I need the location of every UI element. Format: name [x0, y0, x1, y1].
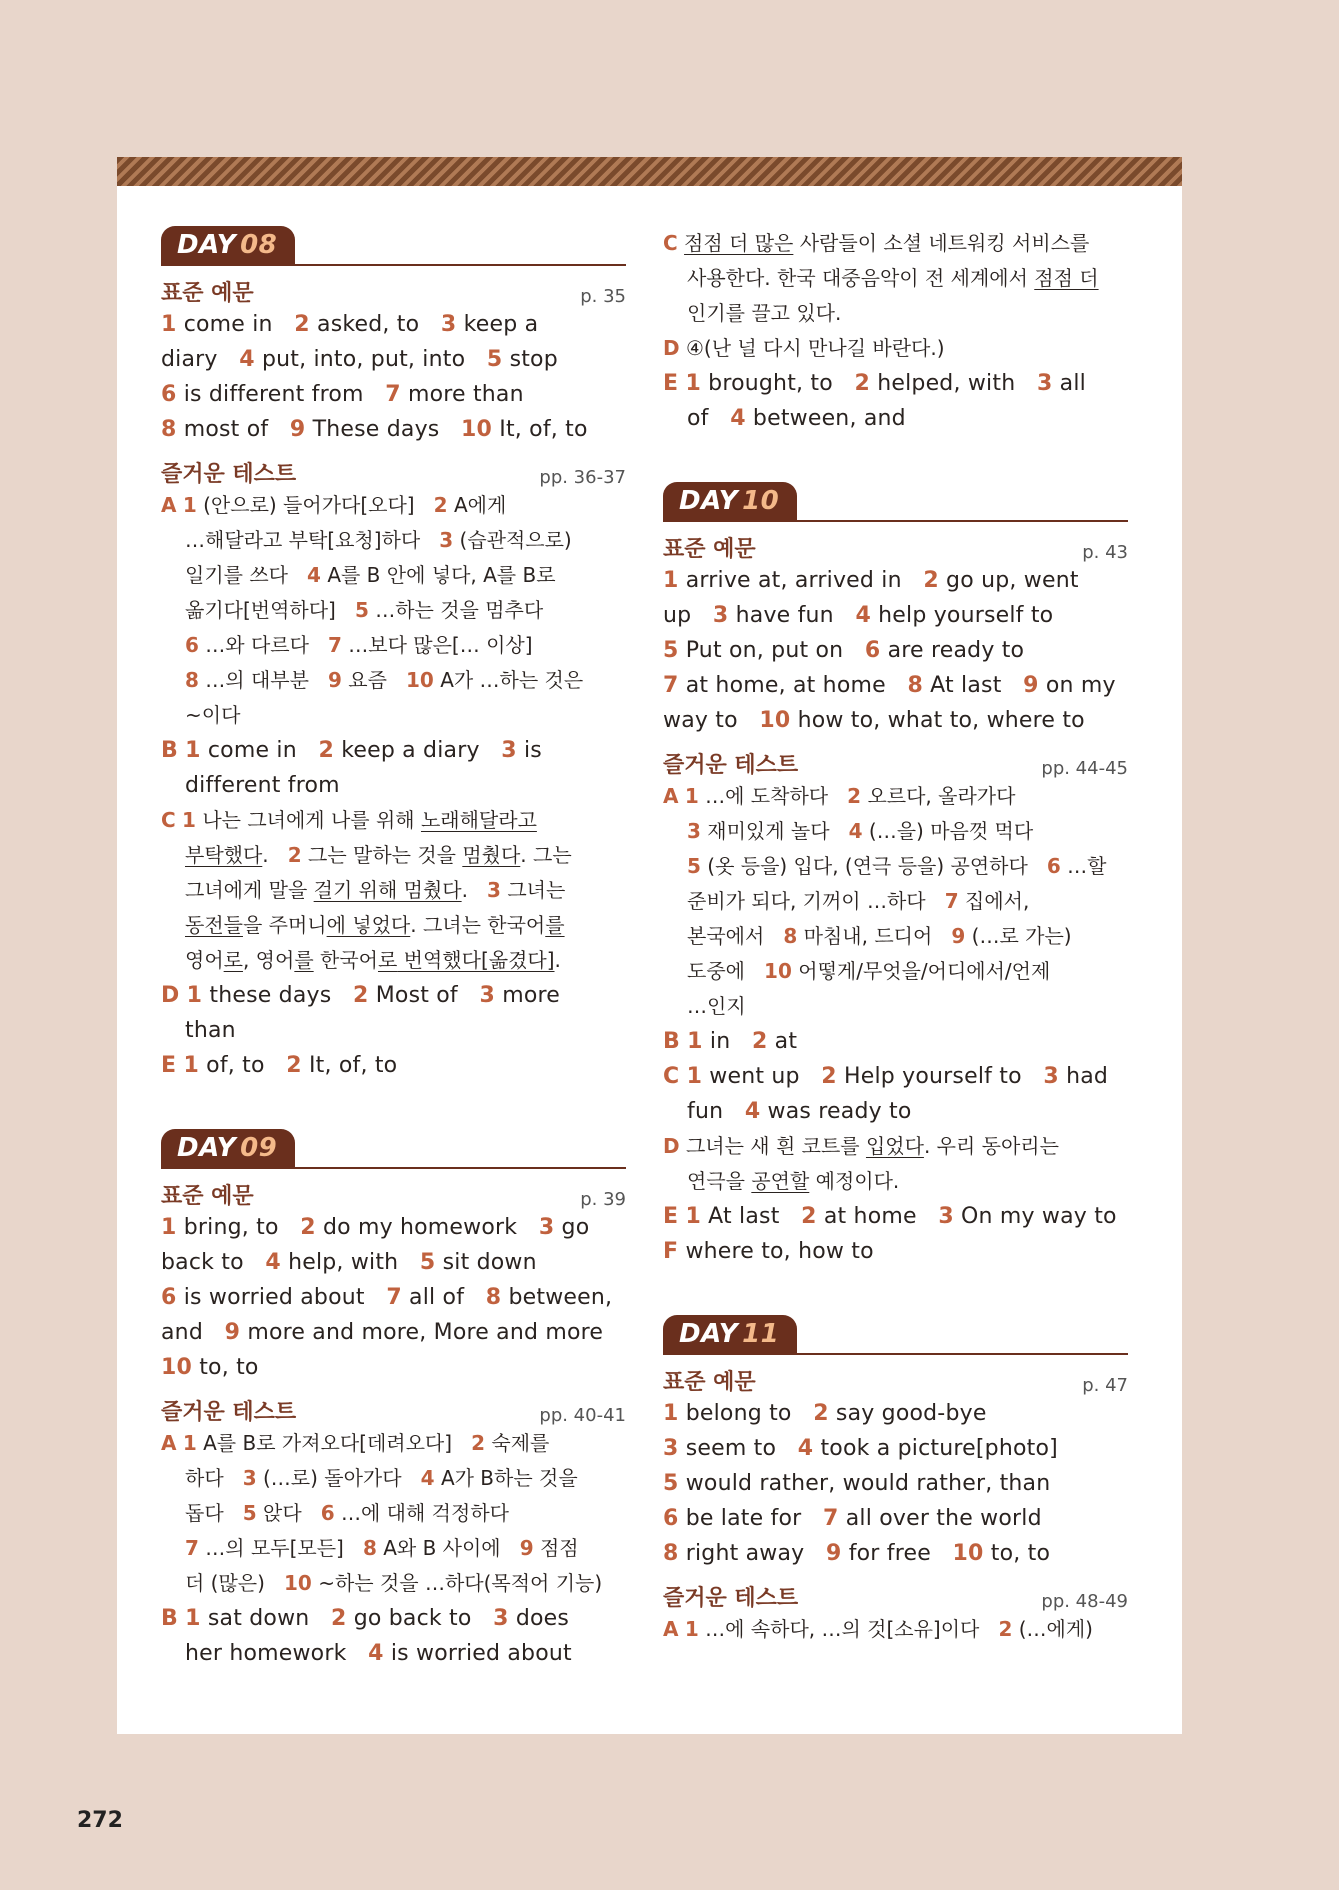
day08-std-heading: [161, 276, 626, 307]
day08-section: [161, 226, 626, 1083]
day10-fun-B: B 1 in 2 at: [663, 1029, 798, 1054]
day09-fun-E: E 1 brought, to 2 helped, with 3 all of 4 between, and: [663, 371, 1086, 431]
day08-fun-B: B 1 come in 2 keep a diary 3 is different from: [161, 738, 542, 798]
day09-fun-heading: [161, 1395, 626, 1426]
day11-std-answers: 1 belong to 2 say good-bye 3 seem to 4 took a picture[photo] 5 would rather, would rather, than 6 be late for 7 all over the world 8 right away 9 for free 10 to, to: [663, 1401, 1058, 1566]
day08-header: [161, 226, 626, 266]
decorative-hatch-band: [117, 157, 1182, 186]
day09-fun-A: A 1 A를 B로 가져오다[데려오다] 2 숙제를 하다 3 (…로) 돌아가다 4 A가 B하는 것을 돕다 5 앉다 6 …에 대해 걱정하다 7 …의 모두[모든] 8 A와 B 사이에 9 점점 더 (많은) 10 ~하는 것을 …하다(목적어 기능): [161, 1431, 603, 1595]
day11-rule: [663, 1353, 1128, 1355]
day11-header: [663, 1315, 1128, 1355]
day08-fun-E: E 1 of, to 2 It, of, to: [161, 1053, 398, 1078]
day11-fun-A: A 1 …에 속하다, …의 것[소유]이다 2 (…에게): [663, 1617, 1093, 1641]
section-title: 즐거운 테스트: [663, 753, 799, 778]
day10-fun-A: A 1 …에 도착하다 2 오르다, 올라가다 3 재미있게 놀다 4 (…을) 마음껏 먹다 5 (옷 등을) 입다, (연극 등을) 공연하다 6 …할 준비가 되다, 기꺼이 …하다 7 집에서, 본국에서 8 마침내, 드디어 9 (…로 가는) 도중에 10 어떻게/무엇을/어디에서/언제 …인지: [663, 784, 1107, 1018]
day10-fun-F: F where to, how to: [663, 1239, 874, 1264]
day10-fun-E: E 1 At last 2 at home 3 On my way to: [663, 1204, 1117, 1229]
page-ref: p. 47: [1082, 1375, 1128, 1396]
day10-std-heading: [663, 532, 1128, 563]
day09-tab: DAY 09: [161, 1129, 295, 1168]
day10-fun-heading: [663, 748, 1128, 779]
day08-rule: [161, 264, 626, 266]
page-ref: p. 39: [580, 1189, 626, 1210]
left-column: [161, 226, 626, 1671]
day10-fun-C: C 1 went up 2 Help yourself to 3 had fun 4 was ready to: [663, 1064, 1109, 1124]
section-title: 즐거운 테스트: [161, 462, 297, 487]
section-title: 표준 예문: [663, 537, 756, 562]
right-column: [663, 226, 1128, 1647]
day11-fun-heading: [663, 1581, 1128, 1612]
day09-header: [161, 1129, 626, 1169]
page-ref: pp. 44-45: [1041, 758, 1128, 779]
day10-section: [663, 482, 1128, 1269]
section-title: 표준 예문: [663, 1370, 756, 1395]
page-number: 272: [77, 1808, 123, 1833]
day10-tab: DAY 10: [663, 482, 797, 521]
day09-std-heading: [161, 1179, 626, 1210]
day11-section: [663, 1315, 1128, 1647]
page-ref: p. 43: [1082, 542, 1128, 563]
section-title: 즐거운 테스트: [663, 1586, 799, 1611]
day09-rule: [161, 1167, 626, 1169]
page-ref: pp. 36-37: [539, 467, 626, 488]
day09-section: [161, 1129, 626, 1671]
day08-fun-C: C 1 나는 그녀에게 나를 위해 노래해달라고 부탁했다. 2 그는 말하는 것을 멈췄다. 그는 그녀에게 말을 걸기 위해 멈췄다. 3 그녀는 동전들을 주머니에 넣었다. 그녀는 한국어를 영어로, 영어를 한국어로 번역했다[옮겼다].: [161, 808, 572, 972]
day08-tab: DAY 08: [161, 226, 295, 265]
section-title: 표준 예문: [161, 1184, 254, 1209]
day09-fun-C: C 점점 더 많은 사람들이 소셜 네트워킹 서비스를 사용한다. 한국 대중음악이 전 세계에서 점점 더 인기를 끌고 있다.: [663, 231, 1099, 325]
day10-header: [663, 482, 1128, 522]
day08-fun-D: D 1 these days 2 Most of 3 more than: [161, 983, 560, 1043]
page-ref: pp. 40-41: [539, 1405, 626, 1426]
day09-std-answers: 1 bring, to 2 do my homework 3 go back to 4 help, with 5 sit down 6 is worried about 7 all of 8 between, and 9 more and more, More and more 10 to, to: [161, 1215, 613, 1380]
section-title: 표준 예문: [161, 281, 254, 306]
page-ref: p. 35: [580, 286, 626, 307]
section-title: 즐거운 테스트: [161, 1400, 297, 1425]
day10-rule: [663, 520, 1128, 522]
day08-fun-A: A 1 (안으로) 들어가다[오다] 2 A에게 …해달라고 부탁[요청]하다 3 (습관적으로) 일기를 쓰다 4 A를 B 안에 넣다, A를 B로 옮기다[번역하다] 5 …하는 것을 멈추다 6 …와 다르다 7 …보다 많은[… 이상] 8 …의 대부분 9 요즘 10 A가 …하는 것은 ~이다: [161, 493, 584, 727]
day08-fun-heading: [161, 457, 626, 488]
day10-std-answers: 1 arrive at, arrived in 2 go up, went up 3 have fun 4 help yourself to 5 Put on, put on 6 are ready to 7 at home, at home 8 At last 9 on my way to 10 how to, what to, where to: [663, 568, 1116, 733]
day10-fun-D: D 그녀는 새 흰 코트를 입었다. 우리 동아리는 연극을 공연할 예정이다.: [663, 1134, 1059, 1193]
day11-std-heading: [663, 1365, 1128, 1396]
day08-std-answers: 1 come in 2 asked, to 3 keep a diary 4 put, into, put, into 5 stop 6 is different from 7 more than 8 most of 9 These days 10 It, of, to: [161, 312, 588, 442]
page-ref: pp. 48-49: [1041, 1591, 1128, 1612]
day09-fun-D: D ④(난 널 다시 만나길 바란다.): [663, 336, 945, 360]
day09-fun-B: B 1 sat down 2 go back to 3 does her homework 4 is worried about: [161, 1606, 572, 1666]
day11-tab: DAY 11: [663, 1315, 797, 1354]
